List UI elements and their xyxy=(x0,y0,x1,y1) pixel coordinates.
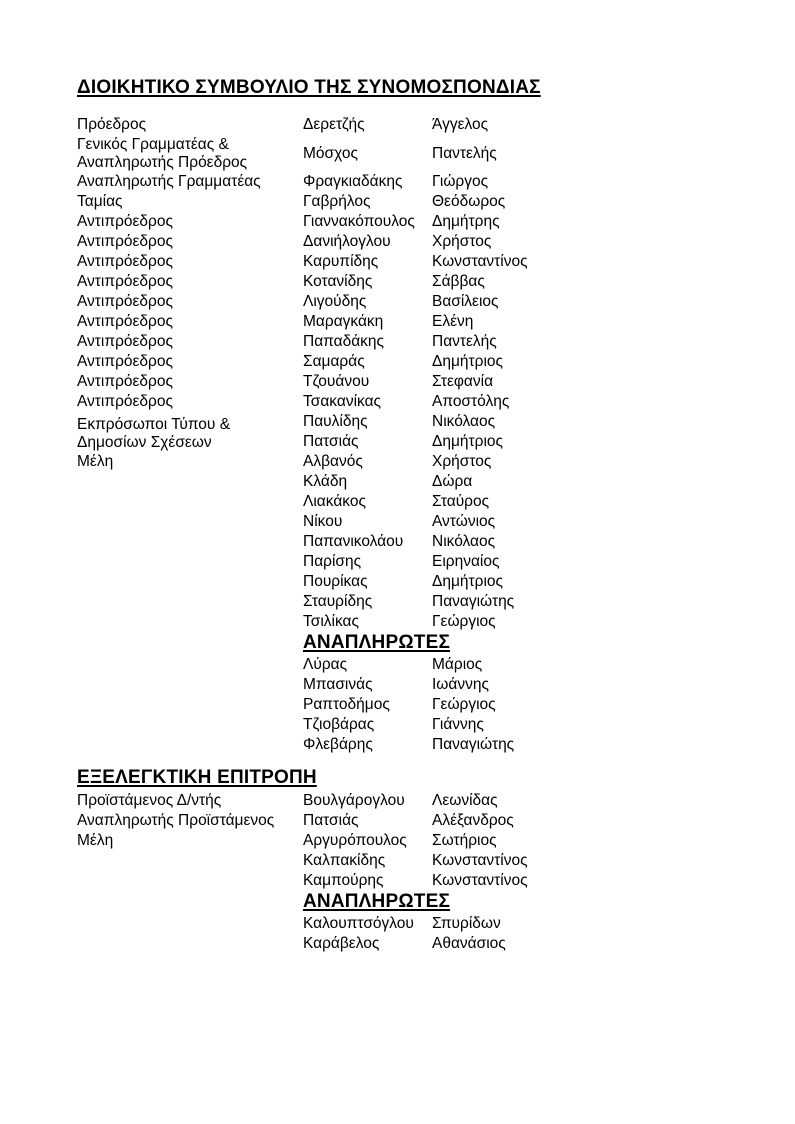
role-label: Μέλη xyxy=(77,453,114,470)
given-name: Σπυρίδων xyxy=(432,915,501,932)
given-name: Αθανάσιος xyxy=(432,935,506,952)
surname: Δανιήλογλου xyxy=(303,233,391,250)
surname: Τζουάνου xyxy=(303,373,370,390)
given-name: Θεόδωρος xyxy=(432,193,506,210)
role-label: Αντιπρόεδρος xyxy=(77,313,173,330)
role-label: Αναπληρωτής Προϊστάμενος xyxy=(77,812,275,829)
given-name: Χρήστος xyxy=(432,453,492,470)
surname: Λιγούδης xyxy=(303,293,367,310)
role-label: Αντιπρόεδρος xyxy=(77,273,173,290)
given-name: Δημήτριος xyxy=(432,573,503,590)
role-label: Αντιπρόεδρος xyxy=(77,213,173,230)
surname: Φλεβάρης xyxy=(303,736,373,753)
given-name: Δημήτρης xyxy=(432,213,500,230)
surname: Καράβελος xyxy=(303,935,380,952)
given-name: Άγγελος xyxy=(432,116,489,133)
surname: Καρυπίδης xyxy=(303,253,379,270)
given-name: Κωνσταντίνος xyxy=(432,852,528,869)
role-label: Αντιπρόεδρος xyxy=(77,333,173,350)
surname: Πουρίκας xyxy=(303,573,368,590)
surname: Καλπακίδης xyxy=(303,852,386,869)
audit-title: ΕΞΕΛΕΓΚΤΙΚΗ ΕΠΙΤΡΟΠΗ xyxy=(77,767,317,788)
given-name: Γεώργιος xyxy=(432,696,496,713)
given-name: Μάριος xyxy=(432,656,483,673)
given-name: Γιάννης xyxy=(432,716,484,733)
role-label: Εκπρόσωποι Τύπου & Δημοσίων Σχέσεων xyxy=(77,416,231,451)
given-name: Κωνσταντίνος xyxy=(432,253,528,270)
given-name: Παντελής xyxy=(432,145,497,162)
given-name: Αποστόλης xyxy=(432,393,510,410)
surname: Παπανικολάου xyxy=(303,533,404,550)
surname: Μόσχος xyxy=(303,145,358,162)
surname: Φραγκιαδάκης xyxy=(303,173,403,190)
role-label: Πρόεδρος xyxy=(77,116,147,133)
given-name: Αντώνιος xyxy=(432,513,496,530)
role-label: Αντιπρόεδρος xyxy=(77,373,173,390)
given-name: Παντελής xyxy=(432,333,497,350)
surname: Μαραγκάκη xyxy=(303,313,384,330)
surname: Νίκου xyxy=(303,513,343,530)
role-label: Γενικός Γραμματέας & Αναπληρωτής Πρόεδρος xyxy=(77,136,248,171)
role-label: Αντιπρόεδρος xyxy=(77,253,173,270)
surname: Σταυρίδης xyxy=(303,593,373,610)
given-name: Παναγιώτης xyxy=(432,736,515,753)
surname: Κλάδη xyxy=(303,473,348,490)
given-name: Αλέξανδρος xyxy=(432,812,514,829)
surname: Αλβανός xyxy=(303,453,363,470)
board-substitutes-title: ΑΝΑΠΛΗΡΩΤΕΣ xyxy=(303,632,451,653)
role-label: Αντιπρόεδρος xyxy=(77,353,173,370)
surname: Παρίσης xyxy=(303,553,362,570)
given-name: Ιωάννης xyxy=(432,676,489,693)
surname: Κοτανίδης xyxy=(303,273,373,290)
surname: Σαμαράς xyxy=(303,353,365,370)
surname: Πατσιάς xyxy=(303,433,359,450)
given-name: Στεφανία xyxy=(432,373,494,390)
role-label: Αντιπρόεδρος xyxy=(77,293,173,310)
given-name: Λεωνίδας xyxy=(432,792,498,809)
given-name: Δώρα xyxy=(432,473,473,490)
surname: Λιακάκος xyxy=(303,493,366,510)
surname: Πατσιάς xyxy=(303,812,359,829)
surname: Δερετζής xyxy=(303,116,365,133)
given-name: Γιώργος xyxy=(432,173,489,190)
given-name: Δημήτριος xyxy=(432,353,503,370)
given-name: Βασίλειος xyxy=(432,293,499,310)
surname: Παυλίδης xyxy=(303,413,368,430)
surname: Μπασινάς xyxy=(303,676,373,693)
given-name: Παναγιώτης xyxy=(432,593,515,610)
role-label: Αντιπρόεδρος xyxy=(77,233,173,250)
role-label: Αντιπρόεδρος xyxy=(77,393,173,410)
role-label: Προϊστάμενος Δ/ντής xyxy=(77,792,222,809)
surname: Βουλγάρογλου xyxy=(303,792,405,809)
surname: Τζιοβάρας xyxy=(303,716,375,733)
role-label: Αναπληρωτής Γραμματέας xyxy=(77,173,261,190)
given-name: Σάββας xyxy=(432,273,485,290)
surname: Ραπτοδήμος xyxy=(303,696,390,713)
audit-substitutes-title: ΑΝΑΠΛΗΡΩΤΕΣ xyxy=(303,891,451,912)
surname: Καμπούρης xyxy=(303,872,384,889)
role-label: Μέλη xyxy=(77,832,114,849)
surname: Γιαννακόπουλος xyxy=(303,213,415,230)
surname: Αργυρόπουλος xyxy=(303,832,407,849)
given-name: Νικόλαος xyxy=(432,413,496,430)
given-name: Σωτήριος xyxy=(432,832,497,849)
given-name: Νικόλαος xyxy=(432,533,496,550)
given-name: Ειρηναίος xyxy=(432,553,500,570)
given-name: Κωνσταντίνος xyxy=(432,872,528,889)
given-name: Χρήστος xyxy=(432,233,492,250)
role-label: Ταμίας xyxy=(77,193,123,210)
given-name: Γεώργιος xyxy=(432,613,496,630)
given-name: Σταύρος xyxy=(432,493,490,510)
surname: Τσιλίκας xyxy=(303,613,359,630)
given-name: Ελένη xyxy=(432,313,474,330)
surname: Καλουπτσόγλου xyxy=(303,915,414,932)
surname: Γαβρήλος xyxy=(303,193,371,210)
surname: Λύρας xyxy=(303,656,348,673)
surname: Τσακανίκας xyxy=(303,393,381,410)
surname: Παπαδάκης xyxy=(303,333,385,350)
board-title: ΔΙΟΙΚΗΤΙΚΟ ΣΥΜΒΟΥΛΙΟ ΤΗΣ ΣΥΝΟΜΟΣΠΟΝΔΙΑΣ xyxy=(77,77,541,98)
given-name: Δημήτριος xyxy=(432,433,503,450)
